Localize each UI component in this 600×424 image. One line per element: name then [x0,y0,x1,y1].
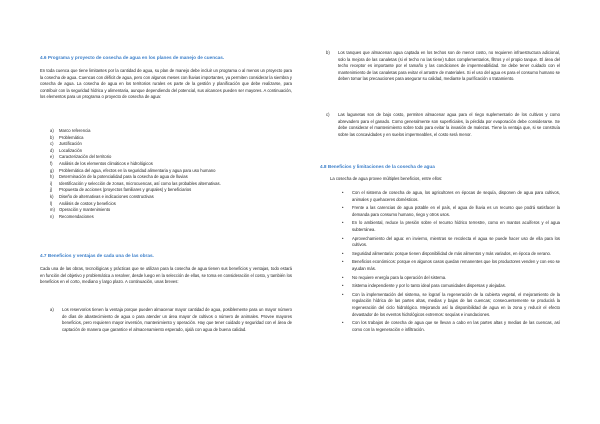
bullet-icon: • [342,220,344,226]
list-item [50,201,292,208]
list-marker: b) [50,134,54,140]
list-item [342,205,560,218]
bullet-icon: • [342,235,344,241]
list-item-text: Con el sistema de cosecha de agua, los agricultores en épocas de sequía, disponen de agua para cultivos, animales y quehaceres domésticos. [352,190,560,202]
list-item-lagunetas [326,112,560,138]
list-marker: a) [50,128,54,133]
list-marker: d) [50,147,54,153]
list-item [50,207,292,214]
paragraph-4-8-intro [330,176,560,183]
list-item-text: Sistema independiente y por lo tanto ideal para comunidades dispersas y alejadas. [352,283,506,289]
list-marker: n) [50,213,54,219]
list-item-text: Identificación y selección de zonas, microcuencas, así como las probables alternativas. [59,180,221,186]
list-item-text: Caracterización del territorio [59,154,112,160]
list-item [50,128,292,135]
list-marker: e) [50,154,54,160]
list-item-text: Justificación [59,141,82,147]
list-item-text: Marco referencia [59,128,91,133]
bullet-icon: • [342,320,344,326]
list-item-text: Problemática del agua, efectos en la seguridad alimentaria y agua para uso humano [59,167,216,173]
list-item [50,194,292,201]
list-item-text: Beneficios económicos: porque en algunos casos quedan remanentes que los productores venden y con eso se ayudan más. [352,259,560,271]
bullet-icon: • [342,274,344,280]
list-item [50,141,292,148]
list-item [50,214,292,221]
list-marker: a) [50,307,54,312]
list-item [50,168,292,175]
list-item-text: Con los trabajos de cosecha de agua que se llevan a cabo en las partes altas y medias de las cuencas, así como con la regeneración e infiltración. [352,320,560,332]
list-item-text: Recomendaciones [59,213,94,219]
list-item-text: No requiere energía para la operación del sistema. [352,274,447,280]
bullet-icon: • [342,283,344,289]
section-heading-4-8: 4.8 Beneficios y limitaciones de la cosecha de agua [320,164,435,169]
list-marker: m) [50,207,55,213]
list-item-text: Problemática [59,134,84,140]
list-item-text: Aprovechamiento del agua: en invierno, mientras se recolecta el agua se puede hacer uso de ella para los cultivos. [352,235,560,248]
list-item-text: Propuesta de acciones (proyectos familiares y grupales) y beneficiarios [59,187,192,193]
list-item-text: Los tanques que almacenan agua captada en los techos son de menor costo, no requieren infraestructura adicional, solo la mejora de las canaletas (si el techo no las tiene) tubos complementarios, filtros y el propio tanque. El área del techo receptor es importante por el tamaño y las condiciones de impermeabilidad. Se debe tener cuidado con el mantenimiento de las canaletas para evitar el arrastre de materiales. Si el uso del agua es para el consumo humano se deben tomar las precauciones para asegurar su calidad, mediante la purificación o tratamiento. [338,50,560,82]
list-item [342,275,560,282]
benefits-list [342,190,560,335]
list-item [50,154,292,161]
list-marker: g) [50,167,54,173]
bullet-icon: • [342,259,344,265]
list-item [50,187,292,194]
bullet-icon: • [342,291,344,297]
list-marker: f) [50,160,53,166]
list-item-reservorios [50,307,292,333]
list-item-text: Operación y mantenimiento [59,207,111,213]
list-item [50,161,292,168]
list-item [342,292,560,318]
paragraph-4-6-intro [40,68,292,101]
list-item-text: Localización [59,147,83,153]
section-heading-4-7: 4.7 Beneficios y ventajas de cada una de las obras. [40,253,154,258]
list-marker: l) [50,200,53,206]
list-item-text: Frente a las carencias de agua potable en el país, el agua de lluvia es un recurso que podrá satisfacer la demanda para consumo humano, riego y otros usos. [352,205,560,217]
list-marker: j) [50,187,53,193]
list-item [50,181,292,188]
list-item [342,190,560,203]
list-item-text: Análisis de costos y beneficios [59,200,116,206]
list-item-text: Con la implementación del sistema, se lograrí la regeneración de la cubierta vegetal, el mejoramiento de la regulación hídrica de las partes altas, medias y bajas de las cuencas; consecuentemente se producirá la regeneración del ciclo hidrológico. Mejorando así la disponibilidad de agua en la zona y reducir el efecto devastador de los eventos hidrológicos extremos: sequías e inundaciones. [352,291,560,317]
paragraph-text: En toda cuenca que tiene limitantes por la cantidad de agua, su plan de manejo debe incluir un programa o al menos un proyecto para la cosecha de agua. Cuencas con déficit de agua, pero con algunos meses con lluvias importantes, ya permiten considerar la siembra y cosecha de agua. La cosecha de agua en los territorios rurales es parte de la gestión y planificación que debe realizarse, para contribuir con la seguridad hídrica y alimentaria, aunque dependiendo del potencial, sus alcances pueden ser mayores. A continuación, los elementos para un programa o proyecto de cosecha de agua: [40,68,292,100]
list-marker: i) [50,180,53,186]
list-item [342,259,560,272]
list-marker: b) [326,50,330,55]
list-item [342,283,560,290]
list-item-text: Seguridad alimentaria: porque tienen disponibilidad de más alimentos y más variados, en época de verano. [352,250,552,256]
bullet-icon: • [342,250,344,256]
list-item-text: Determinación de la potencialidad para la cosecha de agua de lluvias [59,174,188,180]
paragraph-4-7-intro [40,266,292,286]
list-item-tanques [326,50,560,83]
paragraph-text: La cosecha de agua provee múltiples beneficios, entre ellos: [330,176,443,181]
list-item-text: Las lagunetas son de bajo costo, permiten almacenar agua para el riego suplementario de los cultivos y como abrevadero para el ganado. Como generalmente son superficiales, la pérdida por evaporación debe considerarse. Se debe considerar el mantenimiento sobre todo para evitar la invasión de malezas. Tiene la ventaja que, si se construía sobre las concavidades y en suelos impermeables, el costo será menor. [338,112,560,137]
list-marker: k) [50,193,54,199]
list-item-text: Análisis de los elementos climáticos e hidrológicos [59,160,153,166]
list-item-text: En lo ambiental, reduce la presión sobre el recurso hídrico terrestre, como en mantos acuíferos y el agua subterránea. [352,220,560,232]
list-item [50,135,292,142]
list-marker: h) [50,174,54,180]
list-item [50,174,292,181]
program-elements-list [50,128,292,220]
list-item [342,220,560,233]
bullet-icon: • [342,205,344,211]
list-item-text: Los reservorios tienen la ventaja porque pueden almacenar mayor cantidad de agua, posiblemente para un mayor número de días de abastecimiento de agua o para atender un área mayor de cultivos o número de animales. Provee mayores beneficios, pero requieren mayor inversión, mantenimiento y operación. Hay que tener cuidado y seguridad con el área de captación de manera que garantice el almacenamiento esperado, ojalá con agua de buena calidad. [62,307,292,332]
list-item [342,320,560,333]
list-item-text: Diseño de alternativas e indicaciones constructivas [59,193,154,199]
section-heading-4-6: 4.6 Programa y proyecto de cosecha de agua en los planes de manejo de cuencas. [40,55,225,60]
list-item [342,236,560,249]
list-item [50,148,292,155]
list-marker: c) [326,112,330,117]
list-marker: c) [50,141,54,147]
paragraph-text: Cada una de las obras, tecnológicas y prácticas que se utilizan para la cosecha de agua tienen sus beneficios y ventajas, todo estará en función del objetivo y problemática a resolver, desde luego en la selección de ellas, se toma en consideración el costo, y también los beneficios en el corto, mediano y largo plazo. A continuación, unas breves: [40,266,292,285]
bullet-icon: • [342,190,344,195]
list-item [342,251,560,258]
